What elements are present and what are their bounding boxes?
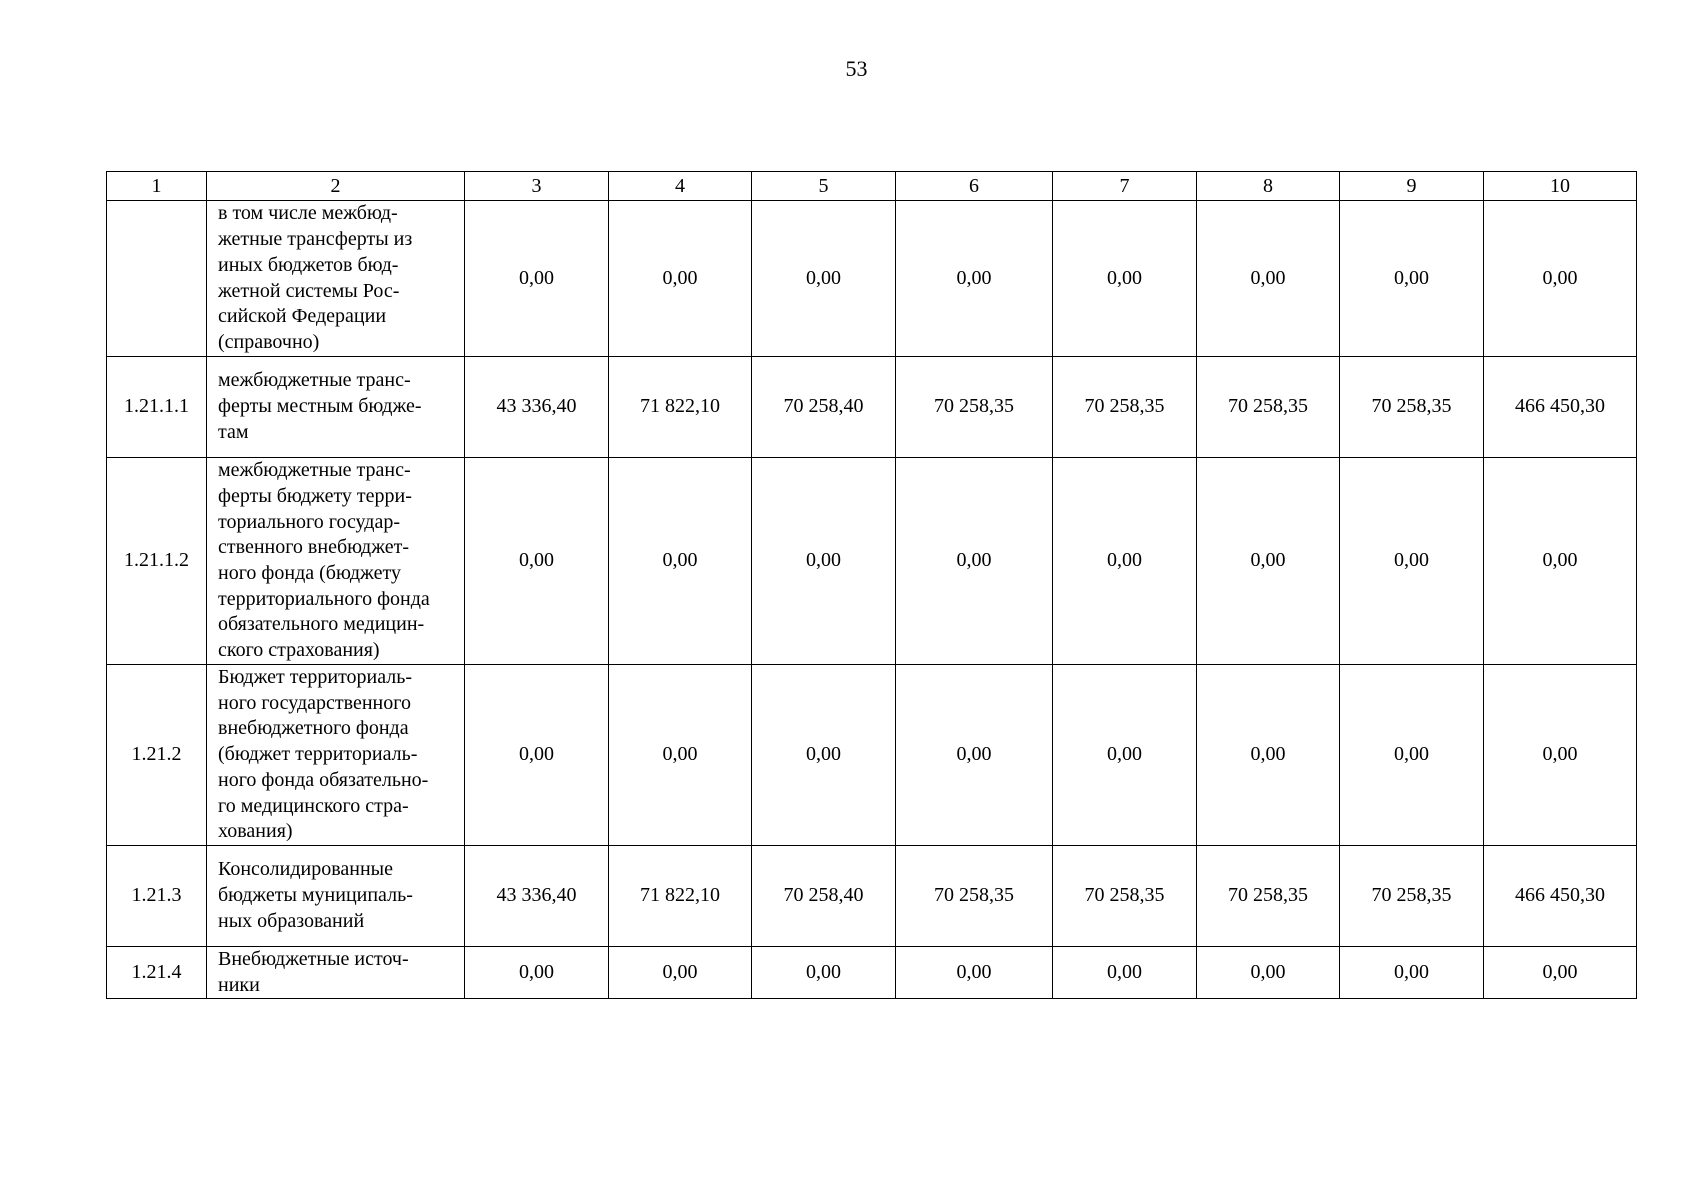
row-value: 70 258,35	[896, 846, 1053, 947]
column-header: 1	[107, 172, 207, 201]
row-value: 0,00	[1484, 665, 1637, 846]
table-row	[107, 201, 1637, 357]
row-value: 0,00	[609, 458, 752, 665]
row-value: 466 450,30	[1484, 846, 1637, 947]
row-value: 0,00	[1197, 201, 1340, 357]
table-header-row	[107, 172, 1637, 201]
row-value: 0,00	[609, 947, 752, 999]
column-header: 10	[1484, 172, 1637, 201]
page-number: 53	[845, 56, 868, 81]
table-row	[107, 846, 1637, 947]
row-description: межбюджетные транс- ферты местным бюдже- там	[207, 357, 465, 458]
row-value: 0,00	[752, 201, 896, 357]
table-row	[107, 458, 1637, 665]
column-header: 7	[1053, 172, 1197, 201]
row-value: 70 258,35	[1340, 846, 1484, 947]
row-value: 0,00	[896, 458, 1053, 665]
table-row	[107, 665, 1637, 846]
row-value: 0,00	[609, 665, 752, 846]
row-value: 0,00	[1484, 201, 1637, 357]
row-value: 0,00	[1053, 947, 1197, 999]
row-value: 0,00	[1197, 665, 1340, 846]
row-value: 0,00	[896, 947, 1053, 999]
row-value: 0,00	[1484, 458, 1637, 665]
row-value: 0,00	[1197, 458, 1340, 665]
row-value: 0,00	[752, 665, 896, 846]
row-value: 70 258,35	[1197, 846, 1340, 947]
row-value: 0,00	[1053, 458, 1197, 665]
row-value: 70 258,35	[1053, 357, 1197, 458]
row-value: 0,00	[752, 458, 896, 665]
row-value: 0,00	[896, 201, 1053, 357]
row-description: Бюджет территориаль- ного государственного внебюджетного фонда (бюджет территориаль- ного фонда обязательно- го медицинского стра- хования)	[207, 665, 465, 846]
row-value: 466 450,30	[1484, 357, 1637, 458]
row-code: 1.21.3	[107, 846, 207, 947]
column-header: 4	[609, 172, 752, 201]
row-value: 0,00	[465, 458, 609, 665]
row-value: 0,00	[1484, 947, 1637, 999]
row-description: в том числе межбюд- жетные трансферты из иных бюджетов бюд- жетной системы Рос- сийской Федерации (справочно)	[207, 201, 465, 357]
column-header: 8	[1197, 172, 1340, 201]
column-header: 6	[896, 172, 1053, 201]
row-code: 1.21.1.1	[107, 357, 207, 458]
row-value: 0,00	[1053, 201, 1197, 357]
row-value: 0,00	[1053, 665, 1197, 846]
table-row	[107, 357, 1637, 458]
row-code: 1.21.2	[107, 665, 207, 846]
column-header: 3	[465, 172, 609, 201]
row-code	[107, 201, 207, 357]
row-value: 71 822,10	[609, 846, 752, 947]
column-header: 2	[207, 172, 465, 201]
row-value: 0,00	[465, 665, 609, 846]
row-value: 0,00	[1340, 201, 1484, 357]
row-code: 1.21.4	[107, 947, 207, 999]
row-value: 70 258,40	[752, 846, 896, 947]
row-description: Консолидированные бюджеты муниципаль- ных образований	[207, 846, 465, 947]
row-value: 0,00	[1340, 665, 1484, 846]
row-value: 70 258,35	[1053, 846, 1197, 947]
row-value: 0,00	[609, 201, 752, 357]
row-value: 0,00	[1197, 947, 1340, 999]
row-value: 0,00	[1340, 458, 1484, 665]
row-value: 70 258,35	[1340, 357, 1484, 458]
table-row	[107, 947, 1637, 999]
row-value: 43 336,40	[465, 846, 609, 947]
column-header: 5	[752, 172, 896, 201]
row-value: 0,00	[465, 947, 609, 999]
row-description: Внебюджетные источ- ники	[207, 947, 465, 999]
column-header: 9	[1340, 172, 1484, 201]
row-value: 0,00	[896, 665, 1053, 846]
row-value: 70 258,35	[896, 357, 1053, 458]
row-code: 1.21.1.2	[107, 458, 207, 665]
row-value: 71 822,10	[609, 357, 752, 458]
row-value: 70 258,35	[1197, 357, 1340, 458]
row-value: 0,00	[752, 947, 896, 999]
budget-table	[106, 171, 1637, 999]
row-value: 43 336,40	[465, 357, 609, 458]
row-value: 0,00	[1340, 947, 1484, 999]
row-value: 0,00	[465, 201, 609, 357]
row-value: 70 258,40	[752, 357, 896, 458]
row-description: межбюджетные транс- ферты бюджету терри- ториального государ- ственного внебюджет- ного фонда (бюджету территориального фонда обязательного медицин- ского страхования)	[207, 458, 465, 665]
